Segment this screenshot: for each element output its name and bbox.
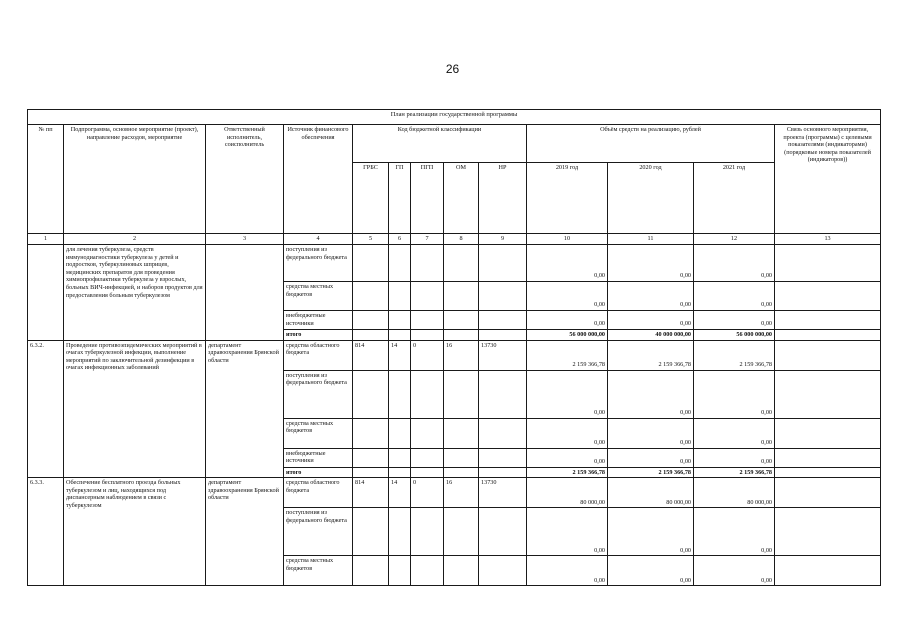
code-grbs: 814 — [353, 478, 389, 508]
row-source: средства местных бюджетов — [284, 556, 353, 586]
header-grbs: ГРБС — [353, 163, 389, 234]
value-2020: 0,00 — [608, 245, 694, 282]
code-empty — [444, 418, 479, 448]
value-2019: 0,00 — [527, 508, 608, 556]
indicator-link — [775, 418, 881, 448]
value-2021: 0,00 — [694, 418, 775, 448]
code-empty — [353, 418, 389, 448]
table-row — [28, 245, 881, 282]
indicator-link — [775, 311, 881, 330]
code-empty — [411, 448, 444, 467]
value-2021: 0,00 — [694, 311, 775, 330]
header-2021: 2021 год — [694, 163, 775, 234]
code-empty — [479, 311, 527, 330]
row-executor: департамент здравоохранения Брянской области — [206, 340, 284, 478]
value-2020: 2 159 366,78 — [608, 340, 694, 370]
code-empty — [389, 508, 411, 556]
code-empty — [479, 508, 527, 556]
row-number: 6.3.3. — [28, 478, 64, 586]
code-empty — [444, 370, 479, 418]
row-executor — [206, 245, 284, 341]
code-empty — [389, 370, 411, 418]
column-number: 6 — [389, 234, 411, 245]
code-empty — [479, 370, 527, 418]
page-number: 26 — [445, 62, 460, 76]
table-title: План реализации государственной программы — [28, 110, 881, 125]
value-2021: 80 000,00 — [694, 478, 775, 508]
header-source: Источник финансового обеспечения — [284, 125, 353, 234]
code-nr: 13730 — [479, 340, 527, 370]
row-source: поступления из федерального бюджета — [284, 508, 353, 556]
code-om: 16 — [444, 340, 479, 370]
column-number: 7 — [411, 234, 444, 245]
value-2020: 0,00 — [608, 508, 694, 556]
value-2020: 0,00 — [608, 282, 694, 311]
indicator-link — [775, 448, 881, 467]
row-executor: департамент здравоохранения Брянской области — [206, 478, 284, 586]
code-empty — [353, 508, 389, 556]
value-2021: 0,00 — [694, 245, 775, 282]
indicator-link — [775, 508, 881, 556]
header-volume: Объём средств на реализацию, рублей — [527, 125, 775, 163]
value-2021: 0,00 — [694, 448, 775, 467]
indicator-link — [775, 556, 881, 586]
header-2020: 2020 год — [608, 163, 694, 234]
column-number: 8 — [444, 234, 479, 245]
row-source: итого — [284, 330, 353, 341]
code-pgp: 0 — [411, 340, 444, 370]
code-empty — [389, 282, 411, 311]
value-2019: 0,00 — [527, 245, 608, 282]
column-number: 13 — [775, 234, 881, 245]
code-grbs: 814 — [353, 340, 389, 370]
value-2019: 0,00 — [527, 370, 608, 418]
header-om: ОМ — [444, 163, 479, 234]
plan-table — [27, 109, 881, 586]
value-2019: 56 000 000,00 — [527, 330, 608, 341]
value-2021: 56 000 000,00 — [694, 330, 775, 341]
code-empty — [444, 556, 479, 586]
row-name: для лечения туберкулеза, средств иммунодиагностики туберкулеза у детей и подростков, туберкулиновых шприцев, медицинских препаратов для проведения химиопрофилактики туберкулеза у взрослых, больных ВИЧ-инфекцией, и наборов продуктов для предоставления больным туберкулезом — [64, 245, 206, 341]
header-pgp: ПГП — [411, 163, 444, 234]
value-2019: 0,00 — [527, 556, 608, 586]
code-empty — [411, 370, 444, 418]
header-executor: Ответственный исполнитель, соисполнитель — [206, 125, 284, 234]
value-2019: 0,00 — [527, 418, 608, 448]
indicator-link — [775, 245, 881, 282]
value-2019: 0,00 — [527, 448, 608, 467]
row-name: Обеспечение бесплатного проезда больных туберкулезом и лиц, находящихся под диспансерным наблюдением в связи с туберкулезом — [64, 478, 206, 586]
value-2020: 80 000,00 — [608, 478, 694, 508]
row-number — [28, 245, 64, 341]
code-empty — [444, 330, 479, 341]
value-2020: 0,00 — [608, 311, 694, 330]
code-empty — [389, 330, 411, 341]
column-number: 2 — [64, 234, 206, 245]
code-empty — [353, 330, 389, 341]
code-empty — [389, 311, 411, 330]
row-source: поступления из федерального бюджета — [284, 245, 353, 282]
code-empty — [479, 418, 527, 448]
column-number: 3 — [206, 234, 284, 245]
code-empty — [353, 282, 389, 311]
row-source: поступления из федерального бюджета — [284, 370, 353, 418]
column-number: 5 — [353, 234, 389, 245]
code-pgp — [411, 245, 444, 282]
row-name: Проведение противоэпидемических мероприятий в очагах туберкулезной инфекции, выполнение мероприятий по заключительной дезинфекции в очагах инфекционных заболеваний — [64, 340, 206, 478]
code-empty — [479, 282, 527, 311]
value-2021: 0,00 — [694, 282, 775, 311]
code-empty — [444, 282, 479, 311]
table-row — [28, 478, 881, 508]
code-empty — [411, 330, 444, 341]
code-empty — [411, 467, 444, 478]
row-source: итого — [284, 467, 353, 478]
value-2019: 80 000,00 — [527, 478, 608, 508]
code-empty — [353, 448, 389, 467]
code-empty — [353, 467, 389, 478]
column-number: 10 — [527, 234, 608, 245]
value-2020: 2 159 366,78 — [608, 467, 694, 478]
code-empty — [479, 448, 527, 467]
code-om: 16 — [444, 478, 479, 508]
column-number: 1 — [28, 234, 64, 245]
code-empty — [444, 311, 479, 330]
value-2020: 40 000 000,00 — [608, 330, 694, 341]
indicator-link — [775, 370, 881, 418]
row-source: средства местных бюджетов — [284, 282, 353, 311]
code-empty — [389, 448, 411, 467]
header-nr: НР — [479, 163, 527, 234]
row-number: 6.3.2. — [28, 340, 64, 478]
code-gp: 14 — [389, 340, 411, 370]
indicator-link — [775, 340, 881, 370]
code-empty — [353, 370, 389, 418]
table-row — [28, 340, 881, 370]
value-2021: 2 159 366,78 — [694, 340, 775, 370]
code-gp: 14 — [389, 478, 411, 508]
header-budget-code: Код бюджетной классификации — [353, 125, 527, 163]
code-empty — [353, 311, 389, 330]
code-nr — [479, 245, 527, 282]
code-empty — [479, 467, 527, 478]
code-empty — [389, 418, 411, 448]
code-empty — [479, 330, 527, 341]
code-grbs — [353, 245, 389, 282]
code-empty — [411, 508, 444, 556]
code-gp — [389, 245, 411, 282]
column-number: 12 — [694, 234, 775, 245]
row-source: средства областного бюджета — [284, 478, 353, 508]
header-link: Связь основного мероприятия, проекта (программы) с целевыми показателями (индикаторами) (порядковые номера показателей (индикаторов)) — [775, 125, 881, 234]
indicator-link — [775, 478, 881, 508]
value-2021: 0,00 — [694, 508, 775, 556]
value-2019: 2 159 366,78 — [527, 340, 608, 370]
value-2019: 2 159 366,78 — [527, 467, 608, 478]
code-empty — [389, 467, 411, 478]
code-empty — [353, 556, 389, 586]
value-2019: 0,00 — [527, 282, 608, 311]
row-source: средства областного бюджета — [284, 340, 353, 370]
code-empty — [411, 556, 444, 586]
row-source: внебюджетные источники — [284, 311, 353, 330]
header-num: № пп — [28, 125, 64, 234]
value-2020: 0,00 — [608, 370, 694, 418]
column-number: 4 — [284, 234, 353, 245]
row-source: средства местных бюджетов — [284, 418, 353, 448]
header-name: Подпрограмма, основное мероприятие (проект), направление расходов, мероприятие — [64, 125, 206, 234]
row-source: внебюджетные источники — [284, 448, 353, 467]
code-om — [444, 245, 479, 282]
value-2019: 0,00 — [527, 311, 608, 330]
code-nr: 13730 — [479, 478, 527, 508]
column-number: 9 — [479, 234, 527, 245]
header-gp: ГП — [389, 163, 411, 234]
code-empty — [444, 467, 479, 478]
indicator-link — [775, 467, 881, 478]
code-pgp: 0 — [411, 478, 444, 508]
code-empty — [479, 556, 527, 586]
value-2020: 0,00 — [608, 418, 694, 448]
value-2020: 0,00 — [608, 556, 694, 586]
value-2021: 0,00 — [694, 370, 775, 418]
column-number-row — [28, 234, 881, 245]
code-empty — [411, 311, 444, 330]
code-empty — [389, 556, 411, 586]
value-2020: 0,00 — [608, 448, 694, 467]
value-2021: 2 159 366,78 — [694, 467, 775, 478]
value-2021: 0,00 — [694, 556, 775, 586]
code-empty — [444, 508, 479, 556]
code-empty — [444, 448, 479, 467]
column-number: 11 — [608, 234, 694, 245]
header-2019: 2019 год — [527, 163, 608, 234]
code-empty — [411, 282, 444, 311]
indicator-link — [775, 330, 881, 341]
code-empty — [411, 418, 444, 448]
indicator-link — [775, 282, 881, 311]
